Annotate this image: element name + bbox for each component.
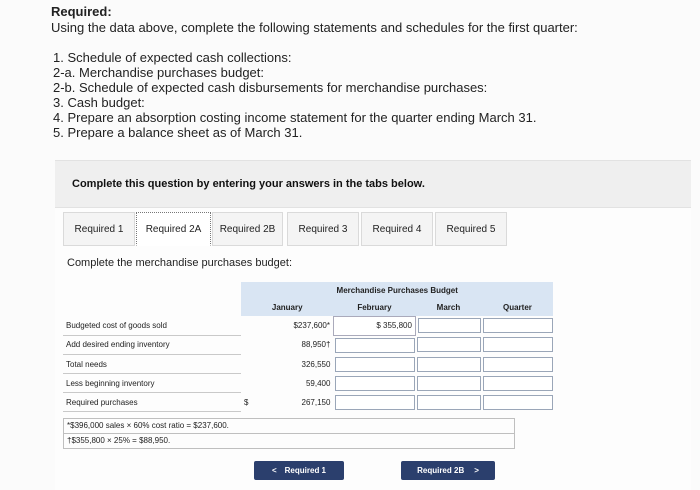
next-button-label: Required 2B bbox=[417, 466, 465, 475]
tab-required-2a[interactable]: Required 2A bbox=[136, 212, 211, 246]
tab-bar bbox=[63, 212, 691, 250]
january-value: 267,150 bbox=[301, 397, 331, 407]
row-label: Add desired ending inventory bbox=[63, 335, 241, 355]
instructions-block bbox=[51, 4, 691, 140]
column-header-january: January bbox=[241, 299, 333, 316]
footnote: †$355,800 × 25% = $88,950. bbox=[63, 434, 515, 449]
january-value: 326,550 bbox=[301, 359, 331, 369]
tab-required-1[interactable]: Required 1 bbox=[63, 212, 135, 246]
table-row bbox=[63, 374, 553, 393]
chevron-right-icon: > bbox=[474, 466, 479, 475]
required-description: Using the data above, complete the following statements and schedules for the first quarter: bbox=[51, 20, 578, 35]
prev-button-label: Required 1 bbox=[284, 466, 326, 475]
currency-prefix: $ bbox=[244, 397, 249, 407]
march-input[interactable] bbox=[417, 337, 481, 352]
requirement-item: 4. Prepare an absorption costing income statement for the quarter ending March 31. bbox=[53, 110, 537, 125]
merchandise-purchases-table bbox=[63, 282, 553, 412]
tab-required-5[interactable]: Required 5 bbox=[435, 212, 507, 246]
chevron-left-icon: < bbox=[271, 466, 277, 475]
march-input[interactable] bbox=[417, 357, 481, 372]
tab-instruction: Complete the merchandise purchases budget: bbox=[67, 257, 293, 269]
prev-button[interactable] bbox=[254, 461, 344, 480]
tab-required-3[interactable]: Required 3 bbox=[287, 212, 359, 246]
footnote: *$396,000 sales × 60% cost ratio = $237,600. bbox=[63, 418, 515, 434]
march-input[interactable] bbox=[418, 318, 482, 333]
quarter-input[interactable] bbox=[483, 357, 553, 372]
quarter-input[interactable] bbox=[483, 395, 553, 410]
banner-text: Complete this question by entering your answers in the tabs below. bbox=[72, 178, 425, 190]
instruction-banner bbox=[55, 160, 691, 208]
quarter-input[interactable] bbox=[483, 337, 553, 352]
required-heading: Required: bbox=[51, 4, 112, 19]
table-row bbox=[63, 316, 553, 335]
january-value: 88,950† bbox=[301, 340, 331, 350]
requirement-item: 3. Cash budget: bbox=[53, 95, 145, 110]
requirement-item: 2-a. Merchandise purchases budget: bbox=[53, 65, 265, 80]
table-row bbox=[63, 355, 553, 374]
requirement-item: 2-b. Schedule of expected cash disbursements for merchandise purchases: bbox=[53, 80, 488, 95]
quarter-input[interactable] bbox=[483, 318, 553, 333]
february-input[interactable] bbox=[335, 395, 415, 410]
row-label: Total needs bbox=[63, 355, 241, 374]
march-input[interactable] bbox=[417, 376, 481, 391]
next-button[interactable] bbox=[401, 461, 495, 480]
question-panel bbox=[55, 160, 691, 490]
requirements-list bbox=[53, 50, 691, 140]
march-input[interactable] bbox=[417, 395, 481, 410]
row-label: Budgeted cost of goods sold bbox=[63, 316, 241, 335]
column-header-quarter: Quarter bbox=[481, 299, 553, 316]
footnotes bbox=[63, 418, 515, 449]
requirement-item: 1. Schedule of expected cash collections: bbox=[53, 50, 292, 65]
row-label: Less beginning inventory bbox=[63, 374, 241, 393]
quarter-input[interactable] bbox=[483, 376, 553, 391]
february-input[interactable] bbox=[335, 376, 415, 391]
row-label: Required purchases bbox=[63, 393, 241, 412]
table-row bbox=[63, 335, 553, 355]
column-header-march: March bbox=[415, 299, 481, 316]
column-header-february: February bbox=[333, 299, 415, 316]
february-input[interactable] bbox=[335, 357, 415, 372]
tab-required-2b[interactable]: Required 2B bbox=[212, 212, 283, 246]
january-value: 59,400 bbox=[305, 378, 331, 388]
budget-title: Merchandise Purchases Budget bbox=[241, 282, 553, 299]
february-value[interactable]: $ 355,800 bbox=[333, 316, 415, 335]
requirement-item: 5. Prepare a balance sheet as of March 31. bbox=[53, 125, 303, 140]
january-value: $237,600* bbox=[293, 321, 330, 330]
table-row bbox=[63, 393, 553, 412]
february-input[interactable] bbox=[335, 338, 415, 353]
tab-required-4[interactable]: Required 4 bbox=[361, 212, 433, 246]
